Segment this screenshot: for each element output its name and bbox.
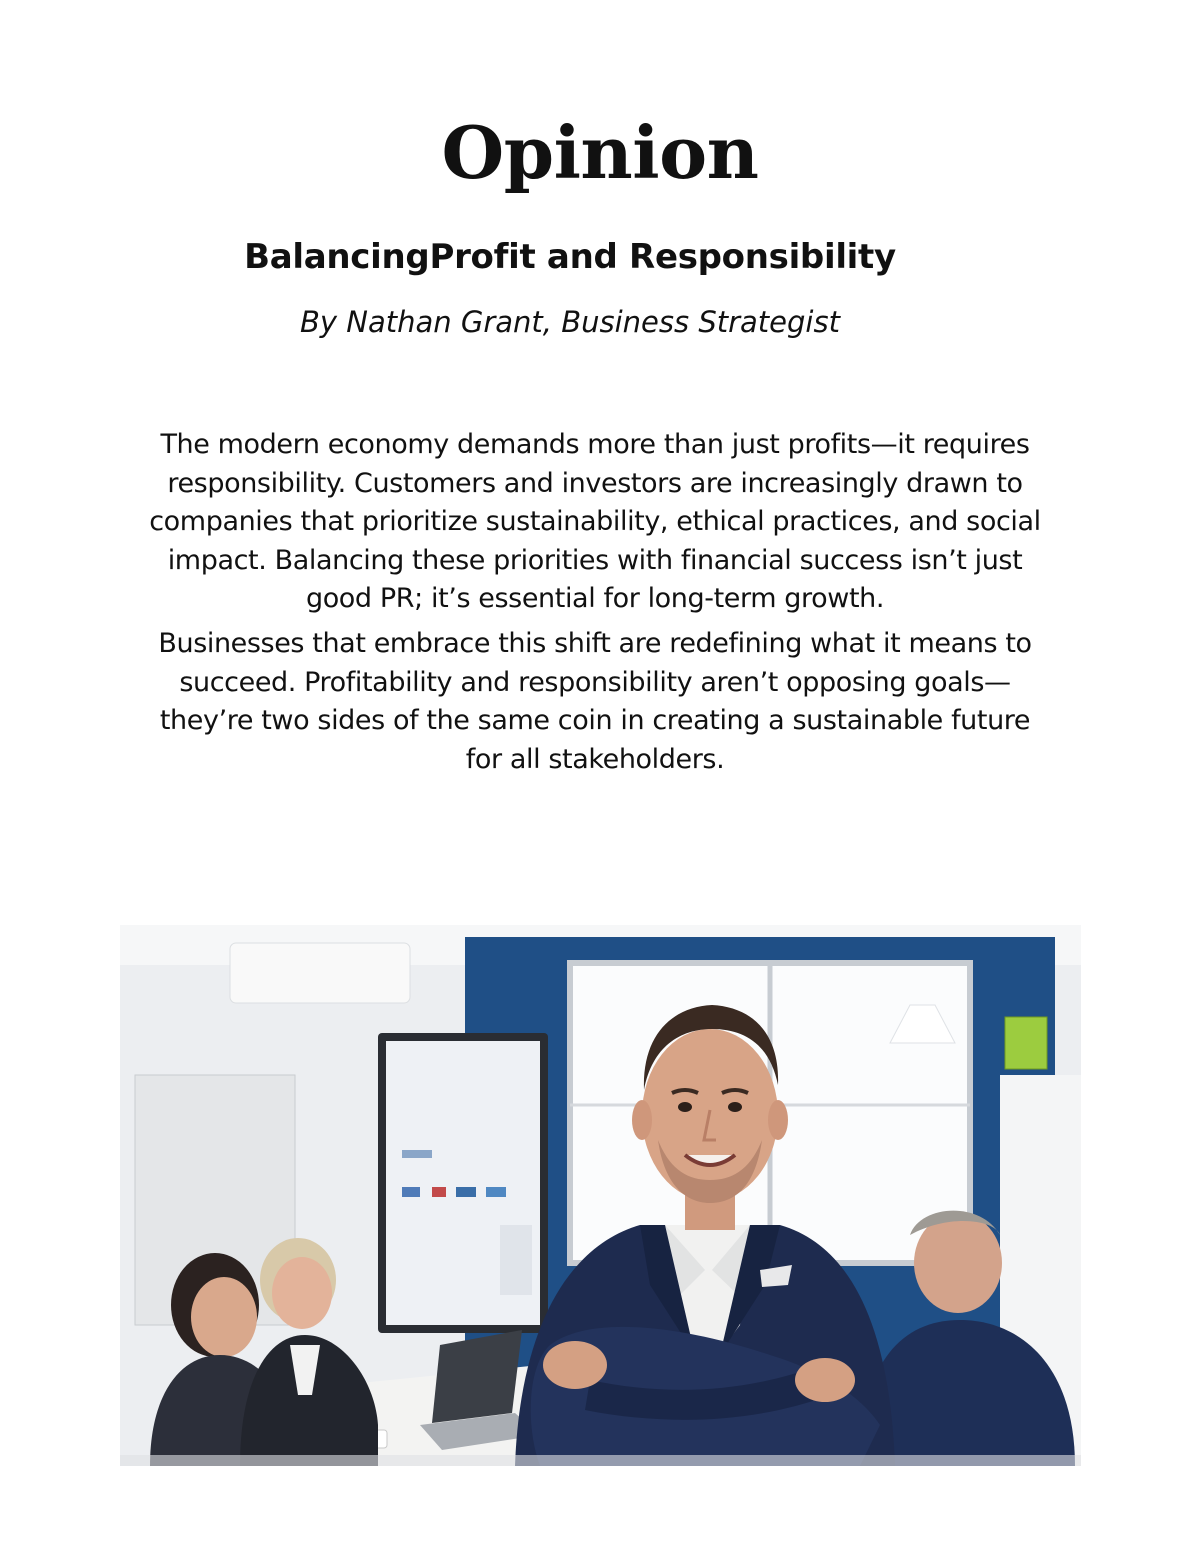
section-title: Opinion (441, 110, 759, 195)
article-paragraph-1: The modern economy demands more than just profits—it requires responsibility. Customers and investors are increasingly drawn to companies that prioritize sustainability, ethical practices, and social impact. Balancing these priorities with financial success isn’t just good PR; it’s essential for long-term growth. (149, 429, 1041, 615)
article-photo (120, 925, 1081, 1466)
article-body (140, 426, 1050, 785)
article-byline: By Nathan Grant, Business Strategist (300, 305, 840, 339)
article-paragraph-2: Businesses that embrace this shift are redefining what it means to succeed. Profitability and responsibility aren’t opposing goals—they’re two sides of the same coin in creating a sustainable future for all stakeholders. (158, 627, 1032, 775)
article-headline: BalancingProfit and Responsibility (244, 237, 896, 277)
